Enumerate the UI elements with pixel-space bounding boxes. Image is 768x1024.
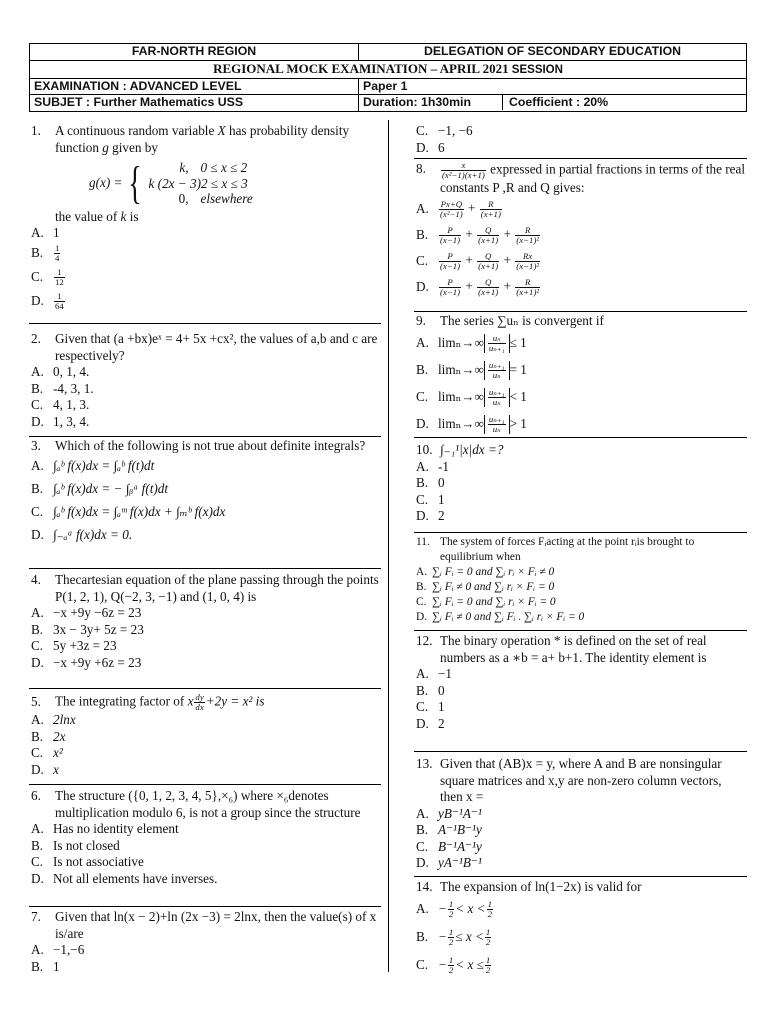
operator: + bbox=[500, 252, 515, 268]
denominator: uₙ bbox=[492, 369, 501, 380]
numerator: uₙ₊₁ bbox=[488, 386, 505, 397]
option-label: A. bbox=[416, 334, 429, 350]
question-text: The binary operation * is defined on the set of real numbers as a ∗b = a+ b+1. The identity element is bbox=[440, 633, 707, 665]
numerator: uₙ bbox=[488, 334, 506, 344]
paper-cell: Paper 1 bbox=[359, 78, 747, 95]
option-a[interactable]: A. ∫ₐᵇ f(x)dx = ∫ₐᵇ f(t)dt bbox=[31, 457, 155, 473]
duration-label: Duration: 1h30min bbox=[359, 95, 503, 110]
option-b[interactable]: B. 3x − 3y+ 5z = 23 bbox=[31, 621, 144, 637]
numerator: R bbox=[515, 226, 540, 236]
option-a[interactable]: A. yB⁻¹A⁻¹ bbox=[416, 805, 482, 821]
question-number: 1. bbox=[31, 123, 41, 138]
option-d[interactable]: D. $\frac{1}{64}$ bbox=[31, 291, 64, 311]
relation: < 1 bbox=[509, 388, 527, 404]
option-label: C. bbox=[416, 253, 429, 269]
option-a[interactable]: A. -1 bbox=[416, 458, 449, 474]
question-text: Given that (AB)x = y, where A and B are nonsingular square matrices and x,y are non-zero column vectors, then x = bbox=[440, 756, 722, 804]
denominator: 2 bbox=[485, 937, 491, 947]
numerator: 1 bbox=[448, 899, 454, 909]
option-c[interactable]: C. −1, −6 bbox=[416, 123, 473, 138]
fraction bbox=[439, 278, 461, 297]
option-a[interactable] bbox=[414, 330, 747, 357]
relation: < x ≤ bbox=[455, 957, 484, 973]
delegation-cell: DELEGATION OF SECONDARY EDUCATION bbox=[359, 44, 747, 61]
option-c[interactable]: C. $\frac{1}{12}$ bbox=[31, 267, 64, 287]
option-b[interactable] bbox=[414, 924, 747, 952]
denominator: 2 bbox=[448, 909, 454, 919]
denominator: (x−1) bbox=[440, 287, 461, 297]
option-a[interactable]: A. −1 bbox=[416, 666, 453, 681]
denominator: (x+1) bbox=[480, 209, 501, 219]
fraction bbox=[480, 200, 502, 219]
question-6: 6. The structure ({0, 1, 2, 3, 4, 5},×₆) where ×₆denotes multiplication modulo 6, is not a group since the structure A. Has no identity element B. Is not closed C. Is not associative D. Not all elements have inverses. bbox=[29, 784, 381, 906]
column-divider bbox=[388, 120, 389, 972]
question-text: Given that (a +bx)eˣ = 4+ 5x +cx², the values of a,b and c are respectively? bbox=[55, 331, 378, 363]
minus-sign: − bbox=[438, 901, 447, 917]
relation: > 1 bbox=[509, 415, 527, 431]
numerator: 1 bbox=[448, 927, 454, 937]
option-c[interactable] bbox=[414, 249, 747, 275]
option-b[interactable]: B. Is not closed bbox=[31, 837, 120, 853]
denominator: (x+1) bbox=[478, 287, 499, 297]
fraction bbox=[515, 278, 540, 297]
fraction bbox=[515, 252, 540, 271]
option-b[interactable]: B. ∑ᵢ Fᵢ ≠ 0 and ∑ᵢ rᵢ × Fᵢ = 0 bbox=[416, 581, 555, 593]
numerator: Rx bbox=[515, 252, 540, 262]
option-expression bbox=[438, 361, 747, 380]
question-text: The integrating factor of x $\frac{dy}{dx}$ +2y = x² is bbox=[55, 692, 265, 712]
fraction bbox=[448, 900, 454, 919]
question-2: 2. Given that (a +bx)eˣ = 4+ 5x +cx², the values of a,b and c are respectively? A. 0, 1, 4. B. -4, 3, 1. C. 4, 1, 3. D. 1, 3, 4. bbox=[29, 323, 381, 436]
limit-operator: limₙ→∞ bbox=[438, 388, 484, 404]
fraction bbox=[485, 956, 491, 975]
option-d[interactable]: D. yA⁻¹B⁻¹ bbox=[416, 855, 482, 870]
option-b[interactable]: B. ∫ₐᵇ f(x)dx = − ∫ᵦᵃ f(t)dt bbox=[31, 480, 169, 496]
option-label: A. bbox=[416, 201, 429, 217]
option-b[interactable]: B. 1 bbox=[31, 958, 60, 974]
operator: + bbox=[462, 252, 477, 268]
absolute-value bbox=[484, 415, 510, 434]
brace-glyph: { bbox=[128, 157, 143, 209]
minus-sign: − bbox=[438, 957, 447, 973]
numerator: R bbox=[515, 278, 540, 288]
limit-operator: limₙ→∞ bbox=[438, 334, 484, 350]
question-text: The structure ({0, 1, 2, 3, 4, 5},×₆) where ×₆denotes multiplication modulo 6, is not a group since the structure bbox=[55, 788, 361, 820]
option-d[interactable] bbox=[414, 275, 747, 301]
option-c[interactable]: C. 5y +3z = 23 bbox=[31, 638, 117, 653]
option-expression bbox=[438, 415, 747, 434]
subject-cell: SUBJET : Further Mathematics USS bbox=[30, 95, 359, 112]
option-expression bbox=[438, 388, 747, 407]
fraction bbox=[488, 415, 506, 434]
option-c[interactable]: C. B⁻¹A⁻¹y bbox=[416, 838, 482, 854]
option-c[interactable]: C. 1 bbox=[416, 699, 445, 714]
option-label: A. bbox=[416, 901, 429, 917]
denominator: 2 bbox=[448, 937, 454, 947]
question-7-continued bbox=[414, 120, 747, 158]
option-d[interactable]: D. 2 bbox=[416, 715, 445, 731]
option-c[interactable]: C. Is not associative bbox=[31, 854, 144, 869]
option-expression bbox=[438, 278, 747, 297]
numerator: Px+Q bbox=[440, 199, 463, 209]
denominator: (x+1)² bbox=[516, 287, 540, 297]
question-5: 5. The integrating factor of x $\frac{dy}{dx}$ +2y = x² is A. 2lnx B. 2x C. x² D. x bbox=[29, 688, 381, 784]
operator: + bbox=[462, 226, 477, 242]
option-b[interactable]: B. $\frac{1}{4}$ bbox=[31, 243, 60, 263]
question-13: 13. Given that (AB)x = y, where A and B are nonsingular square matrices and x,y are non-zero column vectors, then x = A. yB⁻¹A⁻¹ B. A⁻¹B⁻¹y C. B⁻¹A⁻¹y D. yA⁻¹B⁻¹ bbox=[414, 751, 747, 876]
absolute-value bbox=[484, 388, 510, 407]
question-12: 12. The binary operation * is defined on the set of real numbers as a ∗b = a+ b+1. The identity element is A. −1 B. 0 C. 1 D. 2 bbox=[414, 630, 747, 751]
option-d[interactable]: D. 2 bbox=[416, 508, 445, 523]
option-a[interactable] bbox=[414, 896, 747, 924]
question-7: 7. Given that ln(x − 2)+ln (2x −3) = 2lnx, then the value(s) of x is/are A. −1,−6 B. 1 bbox=[29, 906, 381, 975]
option-label: C. bbox=[416, 388, 429, 404]
option-b[interactable]: B. 0 bbox=[416, 682, 445, 698]
option-c[interactable] bbox=[414, 384, 747, 411]
option-c[interactable]: C. x² bbox=[31, 745, 63, 760]
denominator: (x+1) bbox=[478, 235, 499, 245]
numerator: Q bbox=[477, 226, 499, 236]
option-b[interactable]: B. 2x bbox=[31, 728, 66, 744]
option-expression bbox=[438, 928, 747, 947]
denominator: (x−1)² bbox=[516, 261, 540, 271]
option-c[interactable]: C. 4, 1, 3. bbox=[31, 397, 90, 412]
option-c[interactable]: C. 1 bbox=[416, 491, 445, 507]
option-a[interactable]: A. −x +9y −6z = 23 bbox=[31, 605, 142, 620]
numerator: P bbox=[439, 226, 461, 236]
option-b[interactable]: B. -4, 3, 1. bbox=[31, 380, 94, 396]
relation: ≤ x < bbox=[455, 929, 484, 945]
option-d[interactable]: D. ∫₋ₐᵃ f(x)dx = 0. bbox=[31, 526, 133, 542]
option-d[interactable]: D. 6 bbox=[416, 139, 445, 155]
numerator: Q bbox=[477, 278, 499, 288]
examination-cell: EXAMINATION : ADVANCED LEVEL bbox=[30, 78, 359, 95]
question-text: $\frac{x}{\text{(x²−1)(x+1)}}$ expressed in partial fractions in terms of the real constants P ,R and Q gives: bbox=[440, 160, 746, 195]
relation: < x < bbox=[455, 901, 486, 917]
option-expression bbox=[438, 200, 747, 219]
option-a[interactable] bbox=[414, 197, 747, 223]
option-expression bbox=[438, 334, 747, 353]
denominator: (x²−1) bbox=[440, 209, 463, 219]
option-b[interactable]: B. A⁻¹B⁻¹y bbox=[416, 822, 482, 837]
question-text: Which of the following is not true about definite integrals? bbox=[55, 438, 366, 453]
question-text: Given that ln(x − 2)+ln (2x −3) = 2lnx, then the value(s) of x is/are bbox=[55, 909, 377, 941]
option-d[interactable] bbox=[414, 411, 747, 438]
option-a[interactable]: A. 0, 1, 4. bbox=[31, 364, 90, 379]
denominator: uₙ bbox=[492, 423, 501, 434]
coefficient-label: Coefficient : 20% bbox=[509, 95, 609, 110]
option-c[interactable]: C. ∫ₐᵇ f(x)dx = ∫ₐᵐ f(x)dx + ∫ₘᵇ f(x)dx bbox=[31, 503, 226, 519]
fraction bbox=[448, 928, 454, 947]
option-label: D. bbox=[416, 415, 429, 431]
question-text: A continuous random variable X has probability density function g given by bbox=[55, 123, 350, 155]
option-d[interactable]: D. Not all elements have inverses. bbox=[31, 870, 218, 886]
question-3: 3. Which of the following is not true about definite integrals? A. ∫ₐᵇ f(x)dx = ∫ₐᵇ f(t)dt B. ∫ₐᵇ f(x)dx = − ∫ᵦᵃ f(t)dt C. ∫ₐᵇ f(x)dx = ∫ₐᵐ f(x)dx + ∫ₘᵇ f(x)dx D. ∫₋ₐᵃ f(x)dx = 0. bbox=[29, 436, 381, 568]
limit-operator: limₙ→∞ bbox=[438, 361, 484, 377]
option-expression bbox=[438, 956, 747, 975]
question-11: 11. The system of forces Fᵢacting at the point rᵢis brought to equilibrium when A. ∑ᵢ Fᵢ = 0 and ∑ᵢ rᵢ × Fᵢ ≠ 0 B. ∑ᵢ Fᵢ ≠ 0 and ∑ᵢ rᵢ × Fᵢ = 0 C. ∑ᵢ Fᵢ = 0 and ∑ᵢ rᵢ × Fᵢ = 0 D. ∑ᵢ Fᵢ ≠ 0 and ∑ᵢ Fᵢ . ∑ᵢ rᵢ × Fᵢ = 0 bbox=[414, 532, 747, 630]
fraction bbox=[488, 334, 506, 353]
question-text: ∫₋₁¹|x|dx =? bbox=[440, 442, 504, 457]
denominator: 2 bbox=[487, 909, 492, 919]
fraction bbox=[515, 226, 540, 245]
option-a[interactable]: A. Has no identity element bbox=[31, 821, 179, 836]
right-column bbox=[414, 120, 747, 980]
option-d[interactable]: D. x bbox=[31, 761, 59, 777]
option-a[interactable]: A. −1,−6 bbox=[31, 942, 85, 957]
option-b[interactable] bbox=[414, 223, 747, 249]
question-4: 4. Thecartesian equation of the plane passing through the points P(1, 2, 1), Q(−2, 3, −1) and (1, 0, 4) is A. −x +9y −6z = 23 B. 3x − 3y+ 5z = 23 C. 5y +3z = 23 D. −x +9y +6z = 23 bbox=[29, 568, 381, 688]
exam-title-session: SESSION bbox=[508, 63, 563, 76]
option-expression bbox=[438, 900, 747, 919]
operator: + bbox=[464, 200, 479, 216]
option-label: D. bbox=[416, 279, 429, 295]
absolute-value bbox=[484, 334, 510, 353]
question-text: The series ∑uₙ is convergent if bbox=[440, 313, 604, 328]
denominator: (x−1) bbox=[440, 235, 461, 245]
function-lhs: g(x) = bbox=[89, 175, 123, 190]
denominator: (x−1)² bbox=[516, 235, 540, 245]
denominator: uₙ₊₁ bbox=[488, 342, 505, 353]
numerator: 1 bbox=[485, 955, 491, 965]
option-a[interactable]: A. 1 bbox=[31, 225, 60, 240]
option-label: B. bbox=[416, 361, 429, 377]
limit-operator: limₙ→∞ bbox=[438, 415, 484, 431]
duration-coef-cell bbox=[359, 95, 747, 112]
question-1 bbox=[29, 120, 381, 323]
question-text: The system of forces Fᵢacting at the point rᵢis brought to equilibrium when bbox=[440, 536, 695, 563]
option-expression bbox=[438, 252, 747, 271]
option-label: B. bbox=[416, 227, 429, 243]
option-expression bbox=[438, 226, 747, 245]
piecewise-function: g(x) = { k, 0 ≤ x ≤ 2 k (2x − 3)2 ≤ x ≤ 3 0, elsewhere bbox=[89, 157, 253, 209]
option-d[interactable]: D. ∑ᵢ Fᵢ ≠ 0 and ∑ᵢ Fᵢ . ∑ᵢ rᵢ × Fᵢ = 0 bbox=[416, 611, 585, 623]
fraction bbox=[477, 226, 499, 245]
numerator: P bbox=[439, 252, 461, 262]
minus-sign: − bbox=[438, 929, 447, 945]
option-d[interactable]: D. −x +9y +6z = 23 bbox=[31, 654, 142, 670]
fraction bbox=[477, 252, 499, 271]
question-9: 9. The series ∑uₙ is convergent if A. limₙ→∞ $\frac{\text{uₙ}}{\text{uₙ₊₁}}$ ≤ 1 B. limₙ→∞ $\frac{\text{uₙ₊₁}}{\text{uₙ}}$ = 1 C. limₙ→∞ $\frac{\text{uₙ₊₁}}{\text{uₙ}}$ < 1 D. limₙ→∞ $\frac{\text{uₙ₊₁}}{\text{uₙ}}$ > 1 bbox=[414, 311, 747, 437]
question-8: 8. $\frac{x}{\text{(x²−1)(x+1)}}$ expressed in partial fractions in terms of the real constants P ,R and Q gives: A. $\frac{Px+Q}{\text{(x²−1)}}$ + $\frac{R}{(x+1)}$ B. $\frac{P}{(x-1)}$ + $\frac{Q}{(x+1)}$ + $\frac{R}{\text{(x−1)²}}$ C. $\frac{P}{(x-1)}$ + $\frac{Q}{(x+1)}$ + $\frac{Rx}{\text{(x−1)²}}$ D. $\frac{P}{(x-1)}$ + $\frac{Q}{(x+1)}$ + $\frac{R}{\text{(x+1)²}}$ bbox=[414, 158, 747, 311]
denominator: (x+1) bbox=[478, 261, 499, 271]
question-10: 10. ∫₋₁¹|x|dx =? A. -1 B. 0 C. 1 D. 2 bbox=[414, 437, 747, 532]
fraction bbox=[439, 200, 464, 219]
exam-title: REGIONAL MOCK EXAMINATION – APRIL 2021 bbox=[213, 60, 509, 76]
option-d[interactable]: D. 1, 3, 4. bbox=[31, 413, 90, 429]
denominator: uₙ bbox=[492, 396, 501, 407]
fraction bbox=[448, 956, 454, 975]
numerator: Q bbox=[477, 252, 499, 262]
question-text: Thecartesian equation of the plane passing through the points P(1, 2, 1), Q(−2, 3, −1) and (1, 0, 4) is bbox=[55, 572, 379, 604]
region-cell: FAR-NORTH REGION bbox=[30, 44, 359, 61]
question-text: The expansion of ln(1−2x) is valid for bbox=[440, 879, 642, 894]
denominator: 2 bbox=[448, 965, 454, 975]
option-label: B. bbox=[416, 929, 429, 945]
fraction bbox=[485, 928, 491, 947]
operator: + bbox=[500, 278, 515, 294]
numerator: 1 bbox=[487, 899, 492, 909]
fraction bbox=[439, 226, 461, 245]
relation: = 1 bbox=[509, 361, 527, 377]
operator: + bbox=[500, 226, 515, 242]
option-a[interactable]: A. ∑ᵢ Fᵢ = 0 and ∑ᵢ rᵢ × Fᵢ ≠ 0 bbox=[416, 566, 555, 578]
fraction bbox=[488, 388, 506, 407]
numerator: P bbox=[439, 278, 461, 288]
exam-title-cell bbox=[30, 60, 747, 78]
denominator: (x−1) bbox=[440, 261, 461, 271]
option-a[interactable]: A. 2lnx bbox=[31, 712, 76, 727]
fraction bbox=[488, 361, 506, 380]
option-label: C. bbox=[416, 957, 429, 973]
relation: ≤ 1 bbox=[509, 334, 527, 350]
numerator: uₙ₊₁ bbox=[488, 359, 505, 370]
absolute-value bbox=[484, 361, 510, 380]
option-c[interactable]: C. ∑ᵢ Fᵢ = 0 and ∑ᵢ rᵢ × Fᵢ = 0 bbox=[416, 596, 556, 608]
denominator: 2 bbox=[485, 965, 491, 975]
numerator: 1 bbox=[485, 927, 491, 937]
question-stem-end: the value of k is bbox=[55, 208, 139, 224]
fraction bbox=[477, 278, 499, 297]
option-b[interactable]: B. 0 bbox=[416, 475, 445, 490]
question-14: 14. The expansion of ln(1−2x) is valid for A. − $\frac{1}{2}$ < x < $\frac{1}{2}$ B. − $\frac{1}{2}$ ≤ x < $\frac{1}{2}$ C. − $\frac{1}{2}$ < x ≤ $\frac{1}{2}$ bbox=[414, 876, 747, 980]
option-c[interactable] bbox=[414, 952, 747, 980]
numerator: R bbox=[480, 200, 502, 210]
fraction bbox=[487, 900, 493, 919]
numerator: 1 bbox=[448, 955, 454, 965]
numerator: uₙ₊₁ bbox=[488, 413, 505, 424]
operator: + bbox=[462, 278, 477, 294]
left-column bbox=[29, 120, 381, 975]
exam-header-table bbox=[29, 43, 747, 112]
fraction bbox=[439, 252, 461, 271]
option-b[interactable] bbox=[414, 357, 747, 384]
